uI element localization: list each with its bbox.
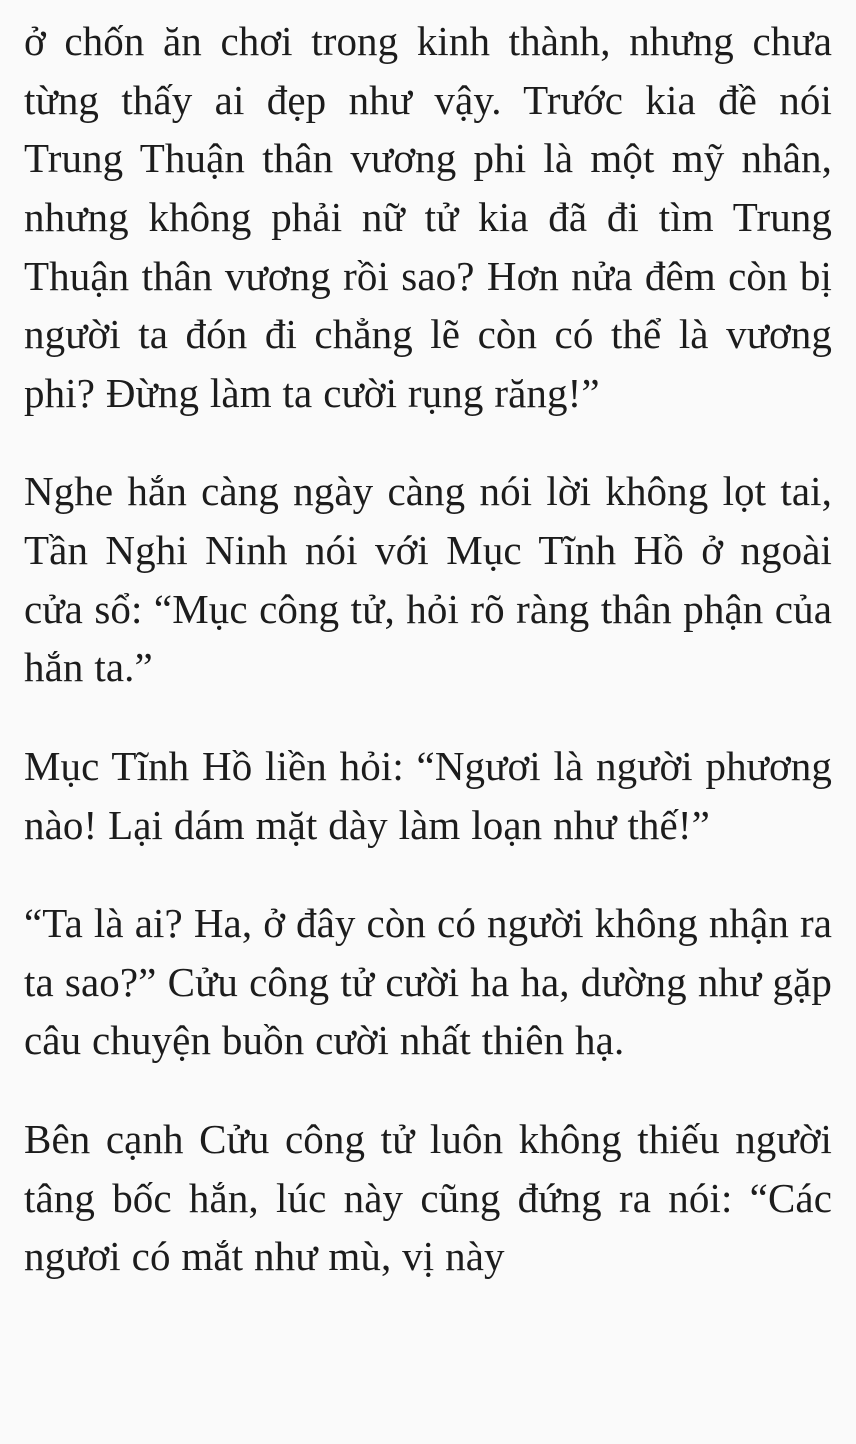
- paragraph: Bên cạnh Cửu công tử luôn không thiếu người tâng bốc hắn, lúc này cũng đứng ra nói: “Các ngươi có mắt như mù, vị này: [24, 1116, 832, 1280]
- paragraph: ở chốn ăn chơi trong kinh thành, nhưng chưa từng thấy ai đẹp như vậy. Trước kia đề nói Trung Thuận thân vương phi là một mỹ nhân, nhưng không phải nữ tử kia đã đi tìm Trung Thuận thân vương rồi sao? Hơn nửa đêm còn bị người ta đón đi chẳng lẽ còn có thể là vương phi? Đừng làm ta cười rụng răng!”: [24, 18, 832, 416]
- paragraph: Mục Tĩnh Hồ liền hỏi: “Ngươi là người phương nào! Lại dám mặt dày làm loạn như thế!”: [24, 742, 832, 848]
- paragraph: Nghe hắn càng ngày càng nói lời không lọt tai, Tần Nghi Ninh nói với Mục Tĩnh Hồ ở ngoài cửa sổ: “Mục công tử, hỏi rõ ràng thân phận của hắn ta.”: [24, 468, 832, 691]
- paragraph: “Ta là ai? Ha, ở đây còn có người không nhận ra ta sao?” Cửu công tử cười ha ha, dường như gặp câu chuyện buồn cười nhất thiên hạ.: [24, 900, 832, 1064]
